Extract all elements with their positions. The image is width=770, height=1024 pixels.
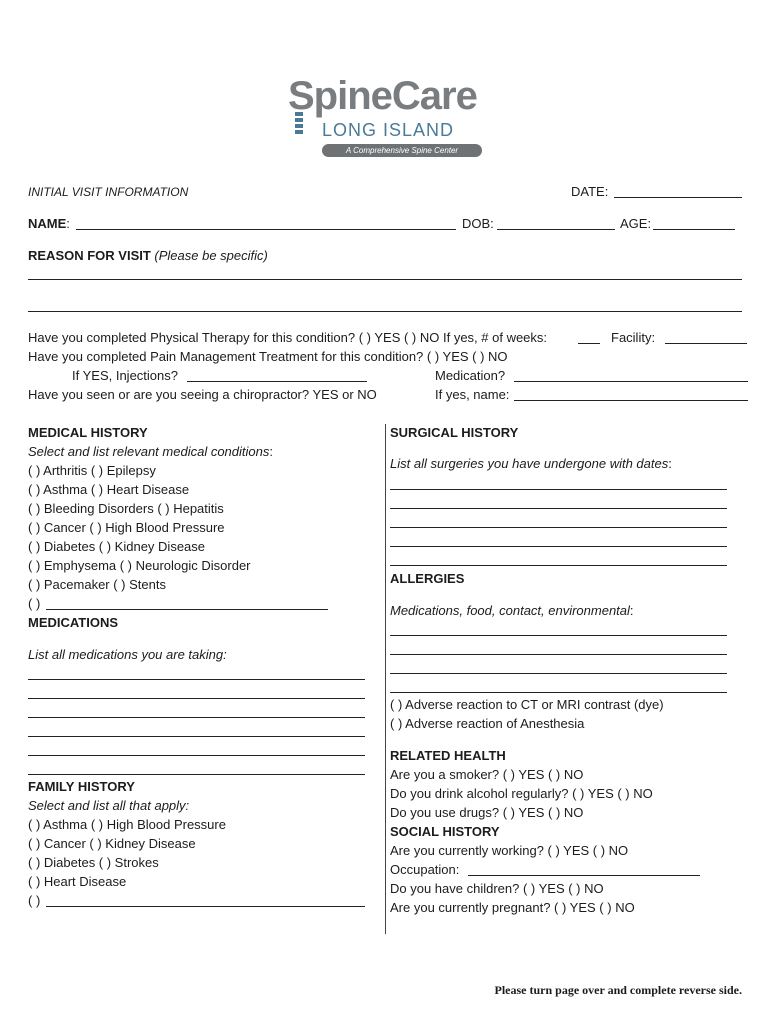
chiro-name-field[interactable] [514, 400, 748, 401]
allergy-line[interactable] [390, 673, 727, 674]
condition-item[interactable]: ( ) Bleeding Disorders ( ) Hepatitis [28, 501, 224, 516]
injections-field[interactable] [187, 381, 367, 382]
condition-item[interactable]: ( ) Pacemaker ( ) Stents [28, 577, 166, 592]
condition-item[interactable]: ( ) Diabetes ( ) Kidney Disease [28, 539, 206, 554]
medication-line[interactable] [28, 774, 365, 775]
chiro-question: Have you seen or are you seeing a chiropractor? YES or NO [28, 387, 377, 402]
medication-line[interactable] [28, 755, 365, 756]
form-title: INITIAL VISIT INFORMATION [28, 185, 189, 199]
allergies-instruction: Medications, food, contact, environmental: [390, 603, 634, 618]
condition-item[interactable]: ( ) Asthma ( ) Heart Disease [28, 482, 190, 497]
other-condition-field[interactable] [46, 609, 328, 610]
condition-item[interactable]: ( ) Emphysema ( ) Neurologic Disorder [28, 558, 251, 573]
condition-item[interactable]: ( ) Arthritis ( ) Epilepsy [28, 463, 156, 478]
surgical-history-instruction: List all surgeries you have undergone with dates: [390, 456, 672, 471]
dob-field[interactable] [497, 229, 615, 230]
family-history-title: FAMILY HISTORY [28, 779, 135, 794]
related-health-title: RELATED HEALTH [390, 748, 506, 763]
medication-line[interactable] [28, 679, 365, 680]
surgery-line[interactable] [390, 508, 727, 509]
working-question[interactable]: Are you currently working? ( ) YES ( ) NO [390, 843, 629, 858]
condition-item[interactable]: ( ) [28, 596, 41, 611]
name-label: NAME: [28, 216, 70, 231]
family-item[interactable]: ( ) Diabetes ( ) Strokes [28, 855, 159, 870]
name-field[interactable] [76, 229, 456, 230]
anesthesia-reaction-item[interactable]: ( ) Adverse reaction of Anesthesia [390, 716, 585, 731]
family-item[interactable]: ( ) Cancer ( ) Kidney Disease [28, 836, 196, 851]
drugs-question[interactable]: Do you use drugs? ( ) YES ( ) NO [390, 805, 584, 820]
family-item[interactable]: ( ) Heart Disease [28, 874, 127, 889]
reason-label: REASON FOR VISIT (Please be specific) [28, 248, 268, 263]
contrast-reaction-item[interactable]: ( ) Adverse reaction to CT or MRI contrast (dye) [390, 697, 664, 712]
allergy-line[interactable] [390, 692, 727, 693]
facility-field[interactable] [665, 343, 747, 344]
medication-line[interactable] [28, 736, 365, 737]
occupation-label: Occupation: [390, 862, 460, 877]
allergy-line[interactable] [390, 654, 727, 655]
pregnant-question[interactable]: Are you currently pregnant? ( ) YES ( ) NO [390, 900, 635, 915]
other-family-field[interactable] [46, 906, 365, 907]
medications-instruction: List all medications you are taking: [28, 647, 227, 662]
chiro-name-label: If yes, name: [435, 387, 510, 402]
family-history-instruction: Select and list all that apply: [28, 798, 190, 813]
pt-weeks-field[interactable] [578, 343, 600, 344]
facility-label: Facility: [611, 330, 656, 345]
date-label: DATE: [571, 184, 609, 199]
medical-history-title: MEDICAL HISTORY [28, 425, 148, 440]
surgery-line[interactable] [390, 546, 727, 547]
condition-item[interactable]: ( ) Cancer ( ) High Blood Pressure [28, 520, 225, 535]
pt-question: Have you completed Physical Therapy for this condition? ( ) YES ( ) NO If yes, # of weeks: [28, 330, 548, 345]
medication-line[interactable] [28, 698, 365, 699]
logo-subtitle: LONG ISLAND [322, 120, 455, 140]
occupation-field[interactable] [468, 875, 700, 876]
age-field[interactable] [653, 229, 735, 230]
column-divider [385, 424, 386, 934]
medication-field[interactable] [514, 381, 748, 382]
medication-line[interactable] [28, 717, 365, 718]
date-field[interactable] [614, 197, 742, 198]
surgical-history-title: SURGICAL HISTORY [390, 425, 519, 440]
allergies-title: ALLERGIES [390, 571, 465, 586]
injections-label: If YES, Injections? [72, 368, 178, 383]
reason-line[interactable] [28, 311, 742, 312]
medications-title: MEDICATIONS [28, 615, 119, 630]
children-question[interactable]: Do you have children? ( ) YES ( ) NO [390, 881, 604, 896]
medication-label: Medication? [435, 368, 506, 383]
pain-question: Have you completed Pain Management Treatment for this condition? ( ) YES ( ) NO [28, 349, 508, 364]
social-history-title: SOCIAL HISTORY [390, 824, 500, 839]
smoker-question[interactable]: Are you a smoker? ( ) YES ( ) NO [390, 767, 584, 782]
family-item[interactable]: ( ) Asthma ( ) High Blood Pressure [28, 817, 226, 832]
alcohol-question[interactable]: Do you drink alcohol regularly? ( ) YES ( ) NO [390, 786, 653, 801]
surgery-line[interactable] [390, 489, 727, 490]
surgery-line[interactable] [390, 565, 727, 566]
reason-line[interactable] [28, 279, 742, 280]
logo-title: SpineCare [288, 74, 477, 118]
logo-tagline: A Comprehensive Spine Center [322, 144, 482, 157]
allergy-line[interactable] [390, 635, 727, 636]
age-label: AGE: [620, 216, 652, 231]
dob-label: DOB: [462, 216, 494, 231]
medical-history-instruction: Select and list relevant medical conditions: [28, 444, 273, 459]
family-item[interactable]: ( ) [28, 893, 41, 908]
footer-note: Please turn page over and complete reverse side. [494, 983, 742, 997]
surgery-line[interactable] [390, 527, 727, 528]
